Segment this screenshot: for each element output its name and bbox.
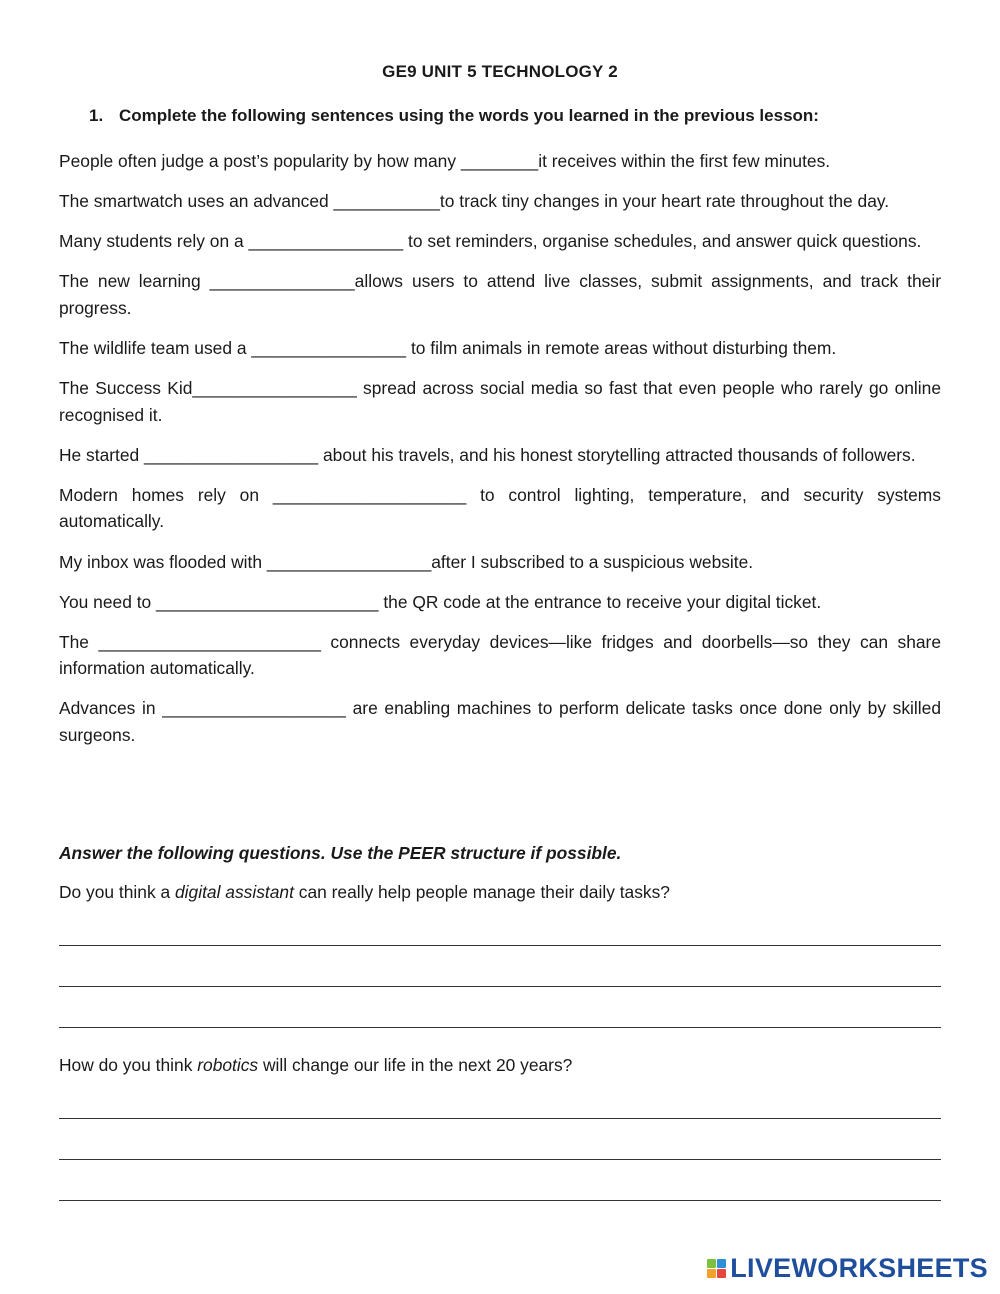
- question-1-text-start: Do you think a: [59, 882, 176, 902]
- question-1-emphasis: digital assistant: [175, 882, 294, 902]
- page-title: GE9 UNIT 5 TECHNOLOGY 2: [382, 62, 618, 81]
- answer-line[interactable]: [59, 1199, 941, 1201]
- instruction-text: Complete the following sentences using the words you learned in the previous lesson:: [119, 106, 819, 125]
- sentence-4: The new learning _______________allows users to attend live classes, submit assignments, and track their progress.: [59, 271, 941, 318]
- answer-line[interactable]: [59, 985, 941, 987]
- question-2-emphasis: robotics: [197, 1055, 259, 1075]
- sentence-list: [59, 148, 941, 762]
- sentence-6: The Success Kid_________________ spread across social media so fast that even people who rarely go online recognised it.: [59, 378, 941, 425]
- logo-text: LIVEWORKSHEETS: [730, 1253, 988, 1283]
- open-questions-section: [59, 840, 941, 1225]
- section-heading: Answer the following questions. Use the PEER structure if possible.: [59, 843, 622, 863]
- sentence-12: Advances in ___________________ are enabling machines to perform delicate tasks once done only by skilled surgeons.: [59, 698, 941, 745]
- instruction: [89, 106, 949, 126]
- sentence-10: You need to _______________________ the QR code at the entrance to receive your digital ticket.: [59, 591, 822, 612]
- question-2: [59, 1052, 941, 1078]
- logo-mark-icon: [707, 1259, 726, 1278]
- sentence-3: Many students rely on a ________________ to set reminders, organise schedules, and answer quick questions.: [59, 231, 922, 252]
- question-2-text-start: How do you think: [59, 1055, 198, 1075]
- question-1: [59, 879, 941, 905]
- instruction-number: 1.: [89, 106, 104, 125]
- question-block-2: [59, 1052, 941, 1201]
- logo-square: [717, 1259, 726, 1268]
- sentence-2: The smartwatch uses an advanced ___________to track tiny changes in your heart rate throughout the day.: [59, 191, 890, 212]
- question-1-text-end: can really help people manage their daily tasks?: [293, 882, 670, 902]
- liveworksheets-logo: [707, 1253, 988, 1284]
- question-block-1: [59, 879, 941, 1028]
- sentence-8: Modern homes rely on ____________________ to control lighting, temperature, and security systems automatically.: [59, 484, 941, 532]
- answer-line[interactable]: [59, 1117, 941, 1119]
- logo-square: [707, 1259, 716, 1268]
- answer-line[interactable]: [59, 944, 941, 946]
- answer-line[interactable]: [59, 1158, 941, 1160]
- logo-square: [717, 1269, 726, 1278]
- answer-line[interactable]: [59, 1026, 941, 1028]
- question-2-text-end: will change our life in the next 20 years?: [258, 1055, 573, 1075]
- sentence-11: The _______________________ connects everyday devices—like fridges and doorbells—so they can share information automatically.: [59, 631, 941, 679]
- sentence-7: He started __________________ about his travels, and his honest storytelling attracted thousands of followers.: [59, 444, 916, 465]
- logo-square: [707, 1269, 716, 1278]
- sentence-9: My inbox was flooded with _________________after I subscribed to a suspicious website.: [59, 551, 754, 572]
- sentence-1: People often judge a post’s popularity by how many ________it receives within the first few minutes.: [59, 151, 831, 171]
- sentence-5: The wildlife team used a ________________ to film animals in remote areas without disturbing them.: [59, 337, 837, 358]
